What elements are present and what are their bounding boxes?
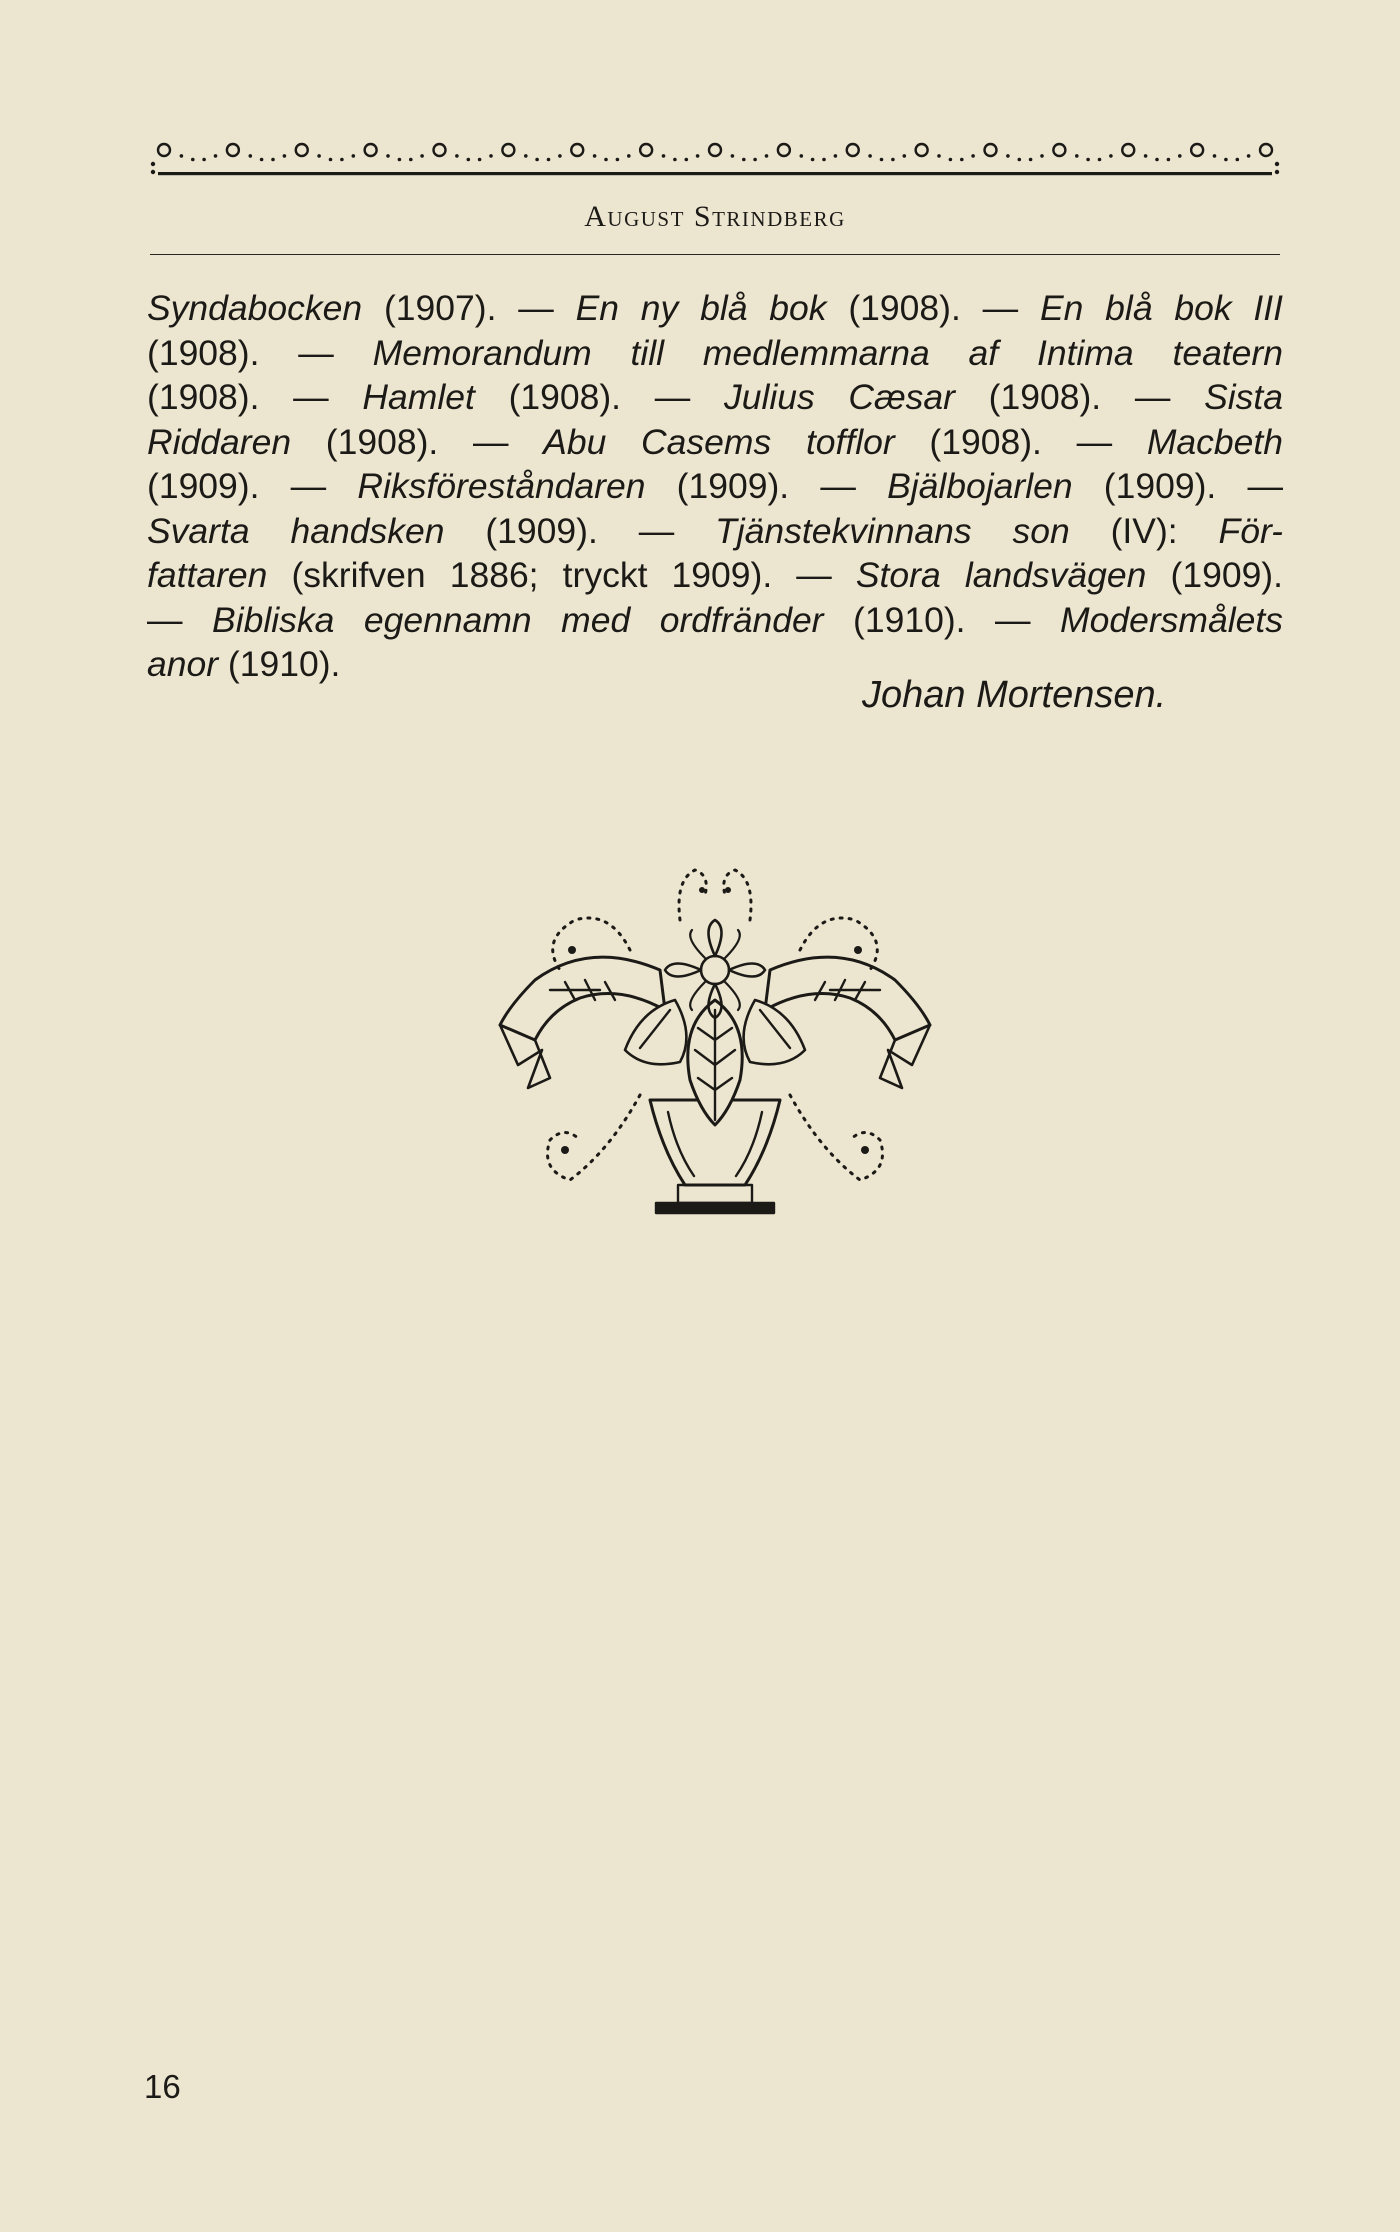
title-segment: Riksföreståndaren	[357, 466, 646, 506]
border-ring	[778, 144, 790, 156]
border-ring	[1122, 144, 1134, 156]
text-segment: (1908). —	[954, 377, 1205, 417]
border-ring	[571, 144, 583, 156]
text-segment: (1910). —	[823, 599, 1061, 640]
title-segment: Tjänstekvinnans son	[715, 510, 1070, 551]
title-segment: Modersmålets	[1060, 599, 1283, 640]
border-dot	[685, 158, 689, 162]
title-segment: Abu Casems tofflor	[543, 421, 895, 462]
title-segment: Hamlet	[362, 377, 475, 417]
running-header: August Strindberg	[584, 200, 846, 233]
text-line	[147, 464, 1283, 509]
border-dot	[960, 158, 964, 162]
title-segment: anor	[147, 644, 219, 684]
border-dot	[811, 158, 815, 162]
text-segment: (1908). —	[147, 377, 363, 417]
text-segment: (1907). —	[362, 288, 576, 328]
border-ring	[709, 144, 721, 156]
text-segment: (1908). —	[894, 421, 1147, 462]
text-line	[147, 420, 1283, 465]
title-segment: För-	[1218, 510, 1283, 551]
border-dot	[765, 154, 769, 158]
title-segment: Macbeth	[1146, 421, 1283, 462]
border-dot	[478, 158, 482, 162]
border-dot	[949, 158, 953, 162]
flower-vase-vignette-icon	[480, 850, 950, 1230]
border-ring	[847, 144, 859, 156]
border-dot	[352, 154, 356, 158]
border-ring	[365, 144, 377, 156]
border-dot	[822, 158, 826, 162]
border-dot	[1247, 154, 1251, 158]
border-dot	[317, 154, 321, 158]
text-line	[147, 286, 1283, 331]
border-ring	[227, 144, 239, 156]
border-ring	[985, 144, 997, 156]
title-segment: En blå bok III	[1039, 288, 1284, 328]
border-dot	[800, 154, 804, 158]
border-dot	[731, 154, 735, 158]
dotted-chain-border-icon	[150, 128, 1280, 178]
border-ring	[434, 144, 446, 156]
border-dot	[249, 154, 253, 158]
author-signature: Johan Mortensen.	[862, 674, 1167, 716]
border-ring	[1191, 144, 1203, 156]
border-dot	[662, 154, 666, 158]
text-segment: (1908). —	[147, 332, 373, 373]
border-dot	[1086, 158, 1090, 162]
border-ring	[1053, 144, 1065, 156]
title-segment: Memorandum till medlemmarna af Intima teatern	[372, 332, 1283, 373]
border-dot	[467, 158, 471, 162]
border-dot	[489, 154, 493, 158]
border-dot	[1029, 158, 1033, 162]
border-dot	[604, 158, 608, 162]
text-segment: (1910).	[218, 644, 341, 684]
border-dot	[260, 158, 264, 162]
title-segment: Riddaren	[147, 421, 292, 462]
border-dot	[880, 158, 884, 162]
border-dot	[1155, 158, 1159, 162]
title-segment: Julius Cæsar	[723, 377, 955, 417]
header-rule	[150, 254, 1280, 255]
text-segment: (skrifven 1886; tryckt 1909). —	[267, 555, 856, 595]
text-segment: (IV):	[1069, 510, 1219, 551]
border-dot	[455, 154, 459, 158]
title-segment: Stora landsvägen	[855, 555, 1147, 595]
border-dot	[1075, 154, 1079, 158]
border-dot	[214, 154, 218, 158]
text-segment: (1909). —	[444, 510, 716, 551]
border-dot	[834, 154, 838, 158]
border-dot	[180, 154, 184, 158]
border-ring	[158, 144, 170, 156]
border-dot	[1236, 158, 1240, 162]
border-dot	[1144, 154, 1148, 158]
border-dot	[1167, 158, 1171, 162]
border-dot	[627, 154, 631, 158]
border-dot	[1018, 158, 1022, 162]
border-dot	[1178, 154, 1182, 158]
border-dot	[386, 154, 390, 158]
border-dot	[558, 154, 562, 158]
text-segment: (1909). —	[1072, 466, 1283, 506]
border-dot	[616, 158, 620, 162]
border-dot	[409, 158, 413, 162]
text-segment: (1908). —	[826, 288, 1040, 328]
border-dot	[937, 154, 941, 158]
text-segment: (1908). —	[291, 421, 544, 462]
border-ring	[502, 144, 514, 156]
title-segment: fattaren	[147, 555, 268, 595]
border-dot	[891, 158, 895, 162]
text-segment: (1908). —	[474, 377, 724, 417]
border-dot	[673, 158, 677, 162]
border-dot	[868, 154, 872, 158]
border-dot	[1040, 154, 1044, 158]
border-dot	[1006, 154, 1010, 158]
text-line	[147, 598, 1283, 643]
text-segment: —	[147, 599, 213, 640]
text-line	[147, 331, 1283, 376]
title-segment: Syndabocken	[147, 288, 363, 328]
border-dot	[753, 158, 757, 162]
border-dot	[1224, 158, 1228, 162]
border-dot	[420, 154, 424, 158]
bibliography-paragraph	[147, 286, 1283, 687]
border-ring	[916, 144, 928, 156]
border-dot	[971, 154, 975, 158]
border-dot	[696, 154, 700, 158]
border-ring	[640, 144, 652, 156]
text-segment: (1909). —	[645, 466, 888, 506]
text-segment: (1909).	[1146, 555, 1283, 595]
border-dot	[535, 158, 539, 162]
text-line	[147, 553, 1283, 598]
border-dot	[1213, 154, 1217, 158]
text-line	[147, 375, 1283, 420]
border-dot	[329, 158, 333, 162]
border-dot	[340, 158, 344, 162]
border-ring	[1260, 144, 1272, 156]
title-segment: Bjälbojarlen	[887, 466, 1073, 506]
title-segment: Sista	[1204, 377, 1283, 417]
border-dot	[191, 158, 195, 162]
border-dot	[202, 158, 206, 162]
page-number: 16	[144, 2068, 181, 2105]
border-dot	[547, 158, 551, 162]
text-segment: (1909). —	[147, 466, 358, 506]
border-dot	[1098, 158, 1102, 162]
border-dot	[283, 154, 287, 158]
border-dot	[1109, 154, 1113, 158]
title-segment: Svarta handsken	[147, 510, 445, 551]
border-dot	[524, 154, 528, 158]
border-dot	[271, 158, 275, 162]
title-segment: Bibliska egennamn med ordfränder	[212, 599, 824, 640]
border-dot	[593, 154, 597, 158]
text-line	[147, 509, 1283, 554]
border-dot	[903, 154, 907, 158]
border-dot	[398, 158, 402, 162]
title-segment: En ny blå bok	[575, 288, 827, 328]
border-ring	[296, 144, 308, 156]
border-dot	[742, 158, 746, 162]
